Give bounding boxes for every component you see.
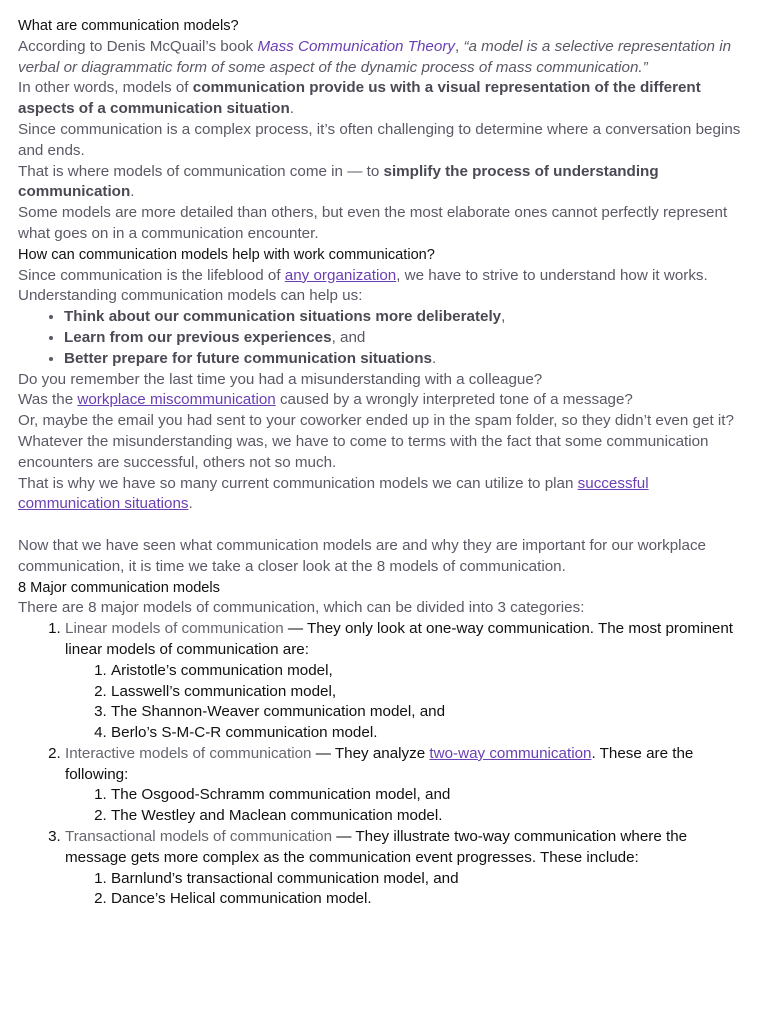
list-item: • Better prepare for future communication situations. bbox=[64, 349, 750, 370]
list-item: 1. The Osgood-Schramm communication model, and bbox=[111, 785, 750, 806]
paragraph-in-other-words: In other words, models of communication provide us with a visual representation of the different aspects of a communication situation. bbox=[18, 79, 701, 118]
category-interactive: 2. Interactive models of communication — They analyze two-way communication. These are the following: 1. The Osgood-Schramm communication model, and 2. The Westley and Maclean communication model. bbox=[65, 744, 750, 827]
paragraph-now-that: Now that we have seen what communication models are and why they are important for our workplace communication, it is time we take a closer look at the 8 models of communication. bbox=[18, 536, 706, 575]
list-item: 4. Berlo’s S-M-C-R communication model. bbox=[111, 723, 750, 744]
transactional-models-list bbox=[65, 869, 750, 911]
heading-major-models: 8 Major communication models bbox=[18, 579, 220, 596]
link-two-way-communication[interactable]: two-way communication bbox=[429, 744, 592, 762]
paragraph-mcquail: According to Denis McQuail’s book Mass Communication Theory, “a model is a selective representation in verbal or diagrammatic form of some aspect of the dynamic process of mass communication.” bbox=[18, 37, 732, 76]
linear-models-list bbox=[65, 661, 750, 744]
category-transactional: 3. Transactional models of communication — They illustrate two-way communication where the message gets more complex as the communication event progresses. These include: 1. Barnlund’s transactional communication model, and 2. Dance’s Helical communication model. bbox=[65, 827, 750, 910]
list-item: 1. Aristotle’s communication model, bbox=[111, 661, 750, 682]
link-workplace-miscommunication[interactable]: workplace miscommunication bbox=[77, 391, 276, 409]
paragraph-complex-process: Since communication is a complex process, it’s often challenging to determine where a conversation begins and ends. bbox=[18, 120, 741, 159]
interactive-models-list bbox=[65, 785, 750, 827]
paragraph-tone: Was the workplace miscommunication caused by a wrongly interpreted tone of a message? bbox=[18, 391, 633, 409]
categories-list bbox=[18, 619, 750, 910]
paragraph-help-us: Understanding communication models can help us: bbox=[18, 287, 363, 305]
benefits-list bbox=[18, 307, 750, 369]
mcquail-quote: “a model is a selective representation in verbal or diagrammatic form of some aspect of the dynamic process of mass communication.” bbox=[18, 37, 732, 76]
list-item: 1. Barnlund’s transactional communication model, and bbox=[111, 869, 750, 890]
list-item: • Think about our communication situations more deliberately, bbox=[64, 307, 750, 328]
paragraph-lifeblood: Since communication is the lifeblood of any organization, we have to strive to understand how it works. bbox=[18, 266, 708, 284]
category-linear: 1. Linear models of communication — They only look at one-way communication. The most prominent linear models of communication are: 1. Aristotle’s communication model, 2. Lasswell’s communication model, 3. The Shannon-Weaver communication model, and 4. Berlo’s S-M-C-R communication model. bbox=[65, 619, 750, 744]
paragraph-models-come-in: That is where models of communication come in — to simplify the process of understanding communication. bbox=[18, 162, 659, 201]
link-any-organization[interactable]: any organization bbox=[284, 266, 397, 284]
paragraph-that-is-why: That is why we have so many current communication models we can utilize to plan successful communication situations. bbox=[18, 474, 649, 513]
paragraph-categories-intro: There are 8 major models of communication, which can be divided into 3 categories: bbox=[18, 599, 585, 617]
blank-line bbox=[18, 515, 750, 536]
list-item: 2. Lasswell’s communication model, bbox=[111, 682, 750, 703]
list-item: 3. The Shannon-Weaver communication model, and bbox=[111, 702, 750, 723]
list-item: • Learn from our previous experiences, and bbox=[64, 328, 750, 349]
heading-what-are-models: What are communication models? bbox=[18, 18, 239, 34]
list-item: 2. The Westley and Maclean communication model. bbox=[111, 806, 750, 827]
paragraph-detailed-models: Some models are more detailed than others, but even the most elaborate ones cannot perfectly represent what goes on in a communication encounter. bbox=[18, 204, 728, 242]
list-item: 2. Dance’s Helical communication model. bbox=[111, 889, 750, 910]
paragraph-spam: Or, maybe the email you had sent to your coworker ended up in the spam folder, so they didn’t even get it? bbox=[18, 412, 734, 430]
paragraph-whatever: Whatever the misunderstanding was, we have to come to terms with the fact that some communication encounters are successful, others not so much. bbox=[18, 432, 709, 471]
link-successful-communication[interactable]: successful communication situations bbox=[18, 474, 649, 513]
book-title: Mass Communication Theory bbox=[257, 37, 455, 55]
paragraph-remember: Do you remember the last time you had a misunderstanding with a colleague? bbox=[18, 370, 543, 388]
heading-work-communication: How can communication models help with work communication? bbox=[18, 246, 435, 263]
